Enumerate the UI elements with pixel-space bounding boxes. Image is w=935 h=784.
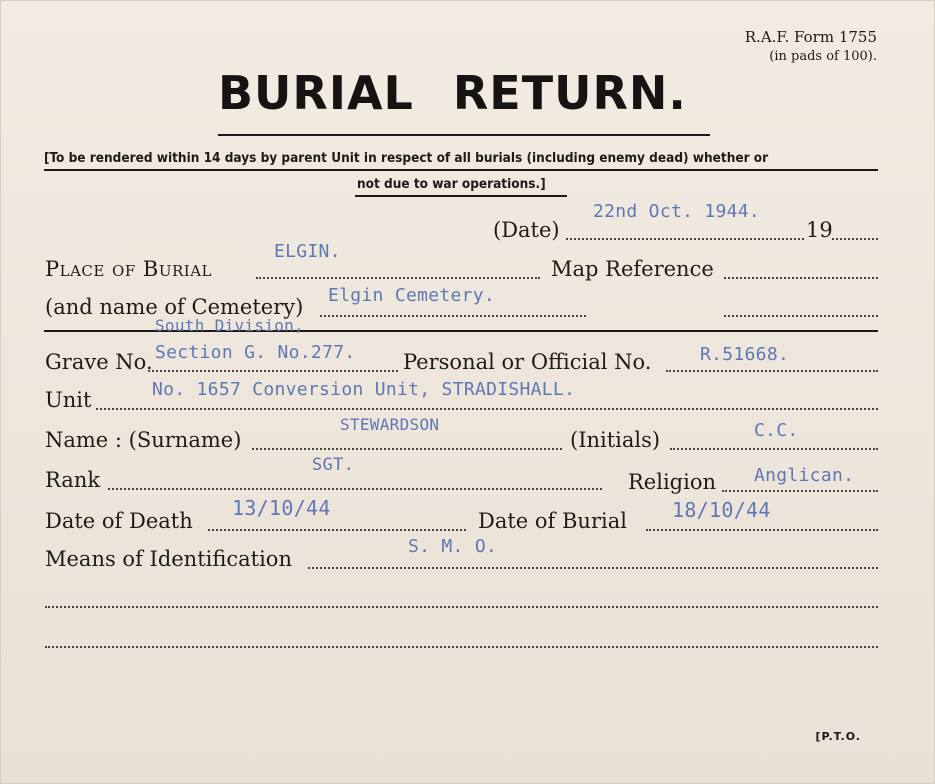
- date-line: [566, 238, 804, 240]
- place-of-burial-value: ELGIN.: [274, 241, 341, 262]
- instruction-line-2: not due to war operations.]: [357, 176, 546, 192]
- cemetery-line: [320, 315, 586, 317]
- unit-value: No. 1657 Conversion Unit, STRADISHALL.: [152, 379, 576, 400]
- religion-value: Anglican.: [754, 465, 855, 486]
- personal-no-label: Personal or Official No.: [403, 350, 652, 374]
- date-of-burial-label: Date of Burial: [478, 509, 627, 533]
- unit-label: Unit: [45, 388, 92, 412]
- rank-label: Rank: [45, 468, 101, 492]
- identification-label: Means of Identification: [45, 547, 292, 571]
- form-number: R.A.F. Form 1755: [744, 28, 877, 46]
- pads-note: (in pads of 100).: [769, 49, 877, 64]
- cemetery-label: (and name of Cemetery): [45, 295, 304, 319]
- personal-no-value: R.51668.: [700, 344, 790, 365]
- grave-value-line-2: Section G. No.277.: [155, 342, 356, 363]
- grave-value-line-1: South Division,: [155, 316, 304, 335]
- map-reference-line: [724, 277, 878, 279]
- rank-line: [108, 488, 602, 490]
- grave-no-line: [148, 370, 398, 372]
- instruction-line-1: [To be rendered within 14 days by parent Unit in respect of all burials (including enemy dead) whether or: [44, 150, 769, 166]
- date-of-burial-line: [646, 529, 878, 531]
- map-reference-line-2: [724, 315, 878, 317]
- date-of-death-line: [208, 529, 466, 531]
- instruction-underline-2: [355, 195, 567, 197]
- identification-line: [308, 567, 878, 569]
- initials-label: (Initials): [570, 428, 661, 452]
- cemetery-value: Elgin Cemetery.: [328, 285, 496, 306]
- date-of-death-value: 13/10/44: [232, 496, 331, 520]
- surname-value: STEWARDSON: [340, 415, 440, 434]
- religion-label: Religion: [628, 470, 716, 494]
- initials-value: C.C.: [754, 420, 799, 441]
- identification-value: S. M. O.: [408, 536, 498, 557]
- unit-line: [96, 408, 878, 410]
- title-underline: [218, 134, 710, 136]
- please-turn-over: [P.T.O.: [815, 730, 861, 743]
- personal-no-line: [666, 370, 878, 372]
- map-reference-label: Map Reference: [551, 257, 714, 281]
- religion-line: [722, 490, 878, 492]
- year-line: [832, 238, 878, 240]
- year-prefix: 19: [806, 218, 833, 242]
- date-label: (Date): [493, 218, 560, 242]
- date-value: 22nd Oct. 1944.: [593, 201, 761, 222]
- surname-line: [252, 448, 562, 450]
- form-title: BURIAL RETURN.: [218, 66, 687, 120]
- instruction-underline-1: [44, 169, 878, 171]
- date-of-death-label: Date of Death: [45, 509, 193, 533]
- identification-line-3: [45, 646, 878, 648]
- form-identifier: [745, 28, 877, 66]
- rank-value: SGT.: [312, 455, 355, 475]
- grave-no-label: Grave No.: [45, 350, 153, 374]
- place-of-burial-line: [256, 277, 540, 279]
- initials-line: [670, 448, 878, 450]
- place-of-burial-label: Place of Burial: [45, 257, 212, 281]
- identification-line-2: [45, 606, 878, 608]
- surname-label: Name : (Surname): [45, 428, 242, 452]
- date-of-burial-value: 18/10/44: [672, 498, 771, 522]
